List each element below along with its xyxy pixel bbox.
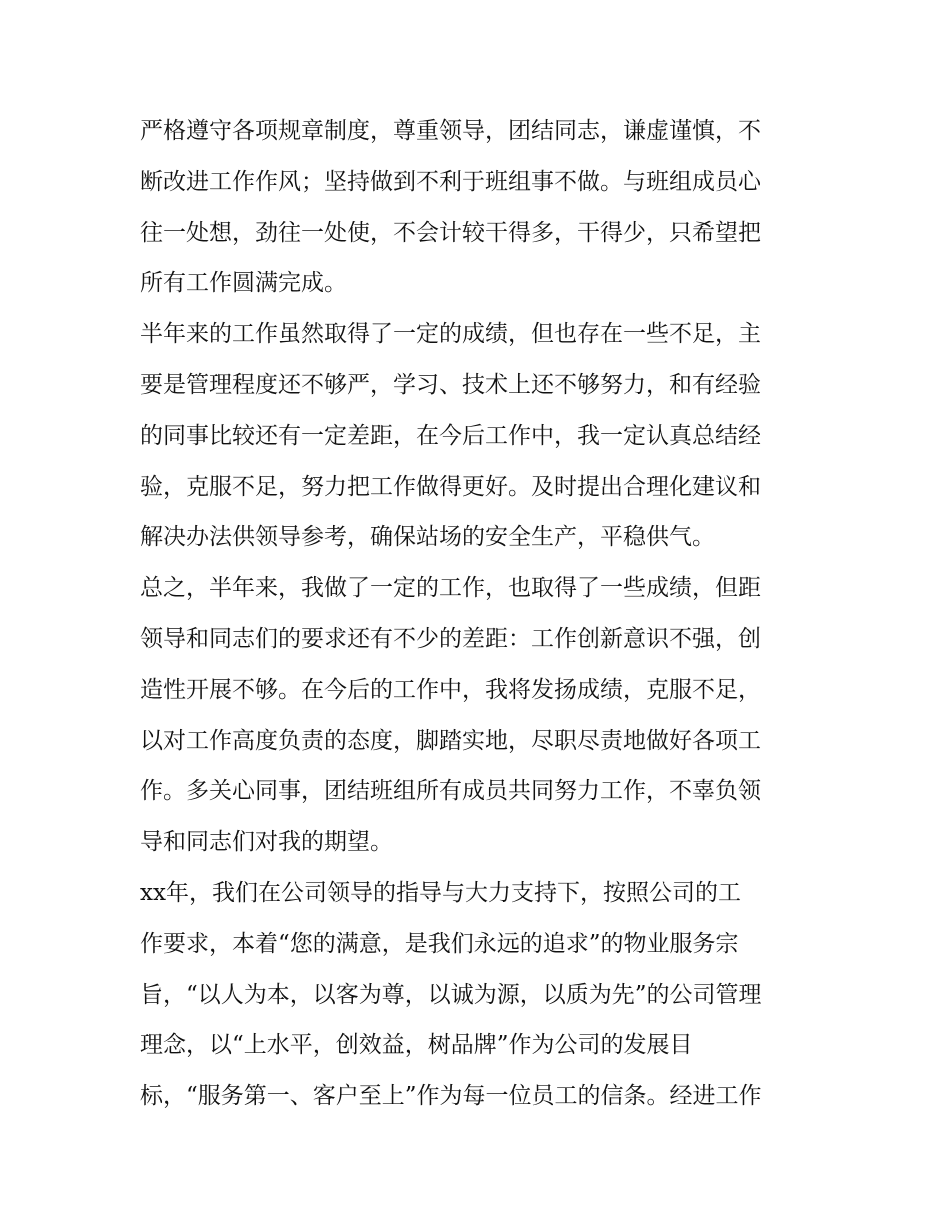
text-line: 严格遵守各项规章制度，尊重领导，团结同志，谦虚谨慎，不 xyxy=(140,118,761,144)
text-line: 往一处想，劲往一处使，不会计较干得多，干得少，只希望把 xyxy=(140,219,761,246)
text-line: 领导和同志们的要求还有不少的差距：工作创新意识不强，创 xyxy=(140,625,761,652)
text-line: 验，克服不足，努力把工作做得更好。及时提出合理化建议和 xyxy=(140,473,761,500)
text-line: 断改进工作作风；坚持做到不利于班组事不做。与班组成员心 xyxy=(140,168,761,195)
text-line: xx年，我们在公司领导的指导与大力支持下，按照公司的工 xyxy=(140,879,741,906)
text-line: 半年来的工作虽然取得了一定的成绩，但也存在一些不足，主 xyxy=(140,321,761,348)
text-line: 解决办法供领导参考，确保站场的安全生产，平稳供气。 xyxy=(140,524,715,551)
text-line: 理念，以“上水平，创效益，树品牌”作为公司的发展目 xyxy=(140,1032,693,1059)
text-line: 导和同志们对我的期望。 xyxy=(140,829,393,856)
text-line: 的同事比较还有一定差距，在今后工作中，我一定认真总结经 xyxy=(140,422,761,449)
text-line: 要是管理程度还不够严，学习、技术上还不够努力，和有经验 xyxy=(140,371,761,398)
text-line: 标，“服务第一、客户至上”作为每一位员工的信条。经进工作 xyxy=(140,1083,762,1110)
text-line: 造性开展不够。在今后的工作中，我将发扬成绩，克服不足， xyxy=(140,676,761,703)
text-line: 作要求，本着“您的满意，是我们永远的追求”的物业服务宗 xyxy=(140,930,739,957)
text-line: 总之，半年来，我做了一定的工作，也取得了一些成绩，但距 xyxy=(140,575,761,602)
text-line: 所有工作圆满完成。 xyxy=(140,270,347,297)
text-line: 旨，“以人为本，以客为尊，以诚为源，以质为先”的公司管理 xyxy=(140,981,762,1008)
text-line: 作。多关心同事，团结班组所有成员共同努力工作，不辜负领 xyxy=(140,778,761,805)
text-line: 以对工作高度负责的态度，脚踏实地，尽职尽责地做好各项工 xyxy=(140,727,761,754)
document-body xyxy=(140,106,820,1122)
